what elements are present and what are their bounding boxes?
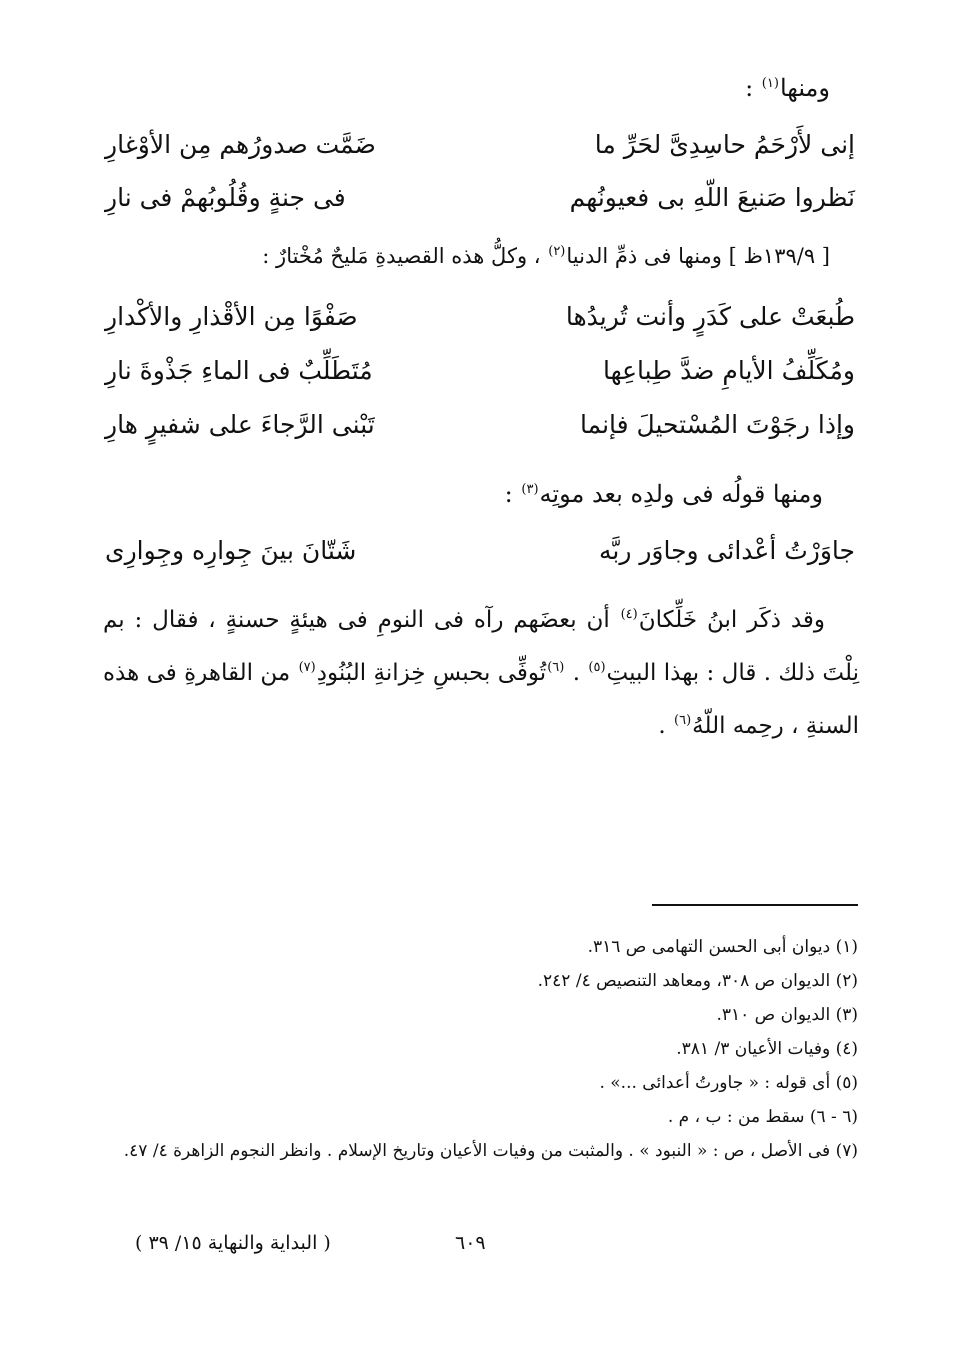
footnote: (١) ديوان أبى الحسن التهامى ص ٣١٦. <box>587 937 858 957</box>
footnote: (٣) الديوان ص ٣١٠. <box>716 1005 858 1025</box>
footnote-marker: (٥) <box>588 660 606 676</box>
verse-second-hemistich: شَتّانَ بينَ جِوارِه وجِوارِى <box>105 536 357 565</box>
verse-first-hemistich: طُبعَتْ على كَدَرٍ وأنت تُريدُها <box>565 302 855 331</box>
text-run: . <box>658 713 674 739</box>
footnote-marker: (٣) <box>521 482 539 497</box>
footnote: (٢) الديوان ص ٣٠٨، ومعاهد التنصيص ٤/ ٢٤٢. <box>537 971 858 991</box>
intro-text: ومنها قولُه فى ولدِه بعد موتِه <box>539 480 823 508</box>
verse-first-hemistich: ومُكَلِّفُ الأيامِ ضدَّ طِباعِها <box>603 356 855 385</box>
verse-first-hemistich: إنى لأَرْحَمُ حاسِدِىَّ لحَرِّ ما <box>594 130 855 159</box>
text-run: تُوفِّى بحبسِ خِزانةِ البُنُودِ <box>316 660 547 686</box>
verse-second-hemistich: فى جنةٍ وقُلُوبُهمْ فى نارِ <box>105 183 346 212</box>
intro-text: : <box>504 480 521 508</box>
footnotes-list <box>98 930 858 1168</box>
footnote-marker: (٢) <box>548 244 566 259</box>
page-number: ٦٠٩ <box>455 1232 486 1254</box>
footnote-divider <box>652 904 858 906</box>
source-reference: ( البداية والنهاية ١٥/ ٣٩ ) <box>135 1232 331 1254</box>
text-run: وقد ذكَر ابنُ خَلِّكانَ <box>638 607 825 633</box>
verse-line <box>105 130 855 174</box>
footnote: (٤) وفيات الأعيان ٣/ ٣٨١. <box>676 1039 858 1059</box>
verse-second-hemistich: مُتَطَلِّبٌ فى الماءِ جَذْوةَ نارِ <box>105 356 373 385</box>
footnote: (٧) فى الأصل ، ص : « النبود » . والمثبت من وفيات الأعيان وتاريخ الإسلام . وانظر النجوم الزاهرة ٤/ ٤٧. <box>123 1141 858 1161</box>
text-run: أن بعضَهم رآه فى النومِ فى هيئةٍ حسنةٍ ، فقال : بم نِلْتَ ذلك . قال : بهذا البيتِ <box>103 607 859 686</box>
footnote: (٥) أى قوله : « جاورتُ أعدائى ...» . <box>599 1073 858 1093</box>
verse-first-hemistich: جاوَرْتُ أعْدائى وجاوَر ربَّه <box>598 536 855 565</box>
footnote-marker: (٦) <box>674 713 692 729</box>
verse-line <box>105 356 855 400</box>
verse-first-hemistich: وإذا رجَوْتَ المُسْتحيلَ فإنما <box>580 410 855 439</box>
footnote: (٦ - ٦) سقط من : ب ، م . <box>667 1107 858 1127</box>
verse-line <box>105 302 855 346</box>
verse-first-hemistich: نَظروا صَنيعَ اللّهِ بى فعيونُهم <box>569 183 855 212</box>
footnote-marker: (٤) <box>620 607 638 623</box>
intro-line-3 <box>505 480 823 508</box>
intro-line-1 <box>745 74 830 102</box>
verse-second-hemistich: صَفْوًا مِن الأقْذارِ والأكْدارِ <box>105 302 358 331</box>
verse-line <box>105 410 855 454</box>
intro-text: ، وكلُّ هذه القصيدةِ مَليحٌ مُخْتارٌ : <box>262 244 548 268</box>
paragraph-text <box>103 594 859 753</box>
verse-line <box>105 183 855 227</box>
intro-text: ومنها فى ذمِّ الدنيا <box>566 244 729 268</box>
verse-second-hemistich: تَبْنى الرَّجاءَ على شفيرٍ هارِ <box>105 410 375 439</box>
verse-second-hemistich: ضَمَّت صدورُهم مِن الأوْغارِ <box>105 130 376 159</box>
verse-line <box>105 536 855 580</box>
intro-text: ومنها <box>779 74 830 102</box>
footnote-marker: (٦) <box>547 660 565 676</box>
footnote-marker: (١) <box>761 76 779 91</box>
intro-text: : <box>745 74 761 102</box>
footnote-marker: (٧) <box>298 660 316 676</box>
folio-reference: [ ١٣٩/٩ظ ] <box>728 244 830 268</box>
text-run: . <box>565 660 588 686</box>
prose-paragraph <box>103 594 859 753</box>
text-run: من القاهرةِ فى هذه السنةِ ، رحِمه اللّهُ <box>103 660 859 739</box>
intro-line-2 <box>262 244 830 268</box>
